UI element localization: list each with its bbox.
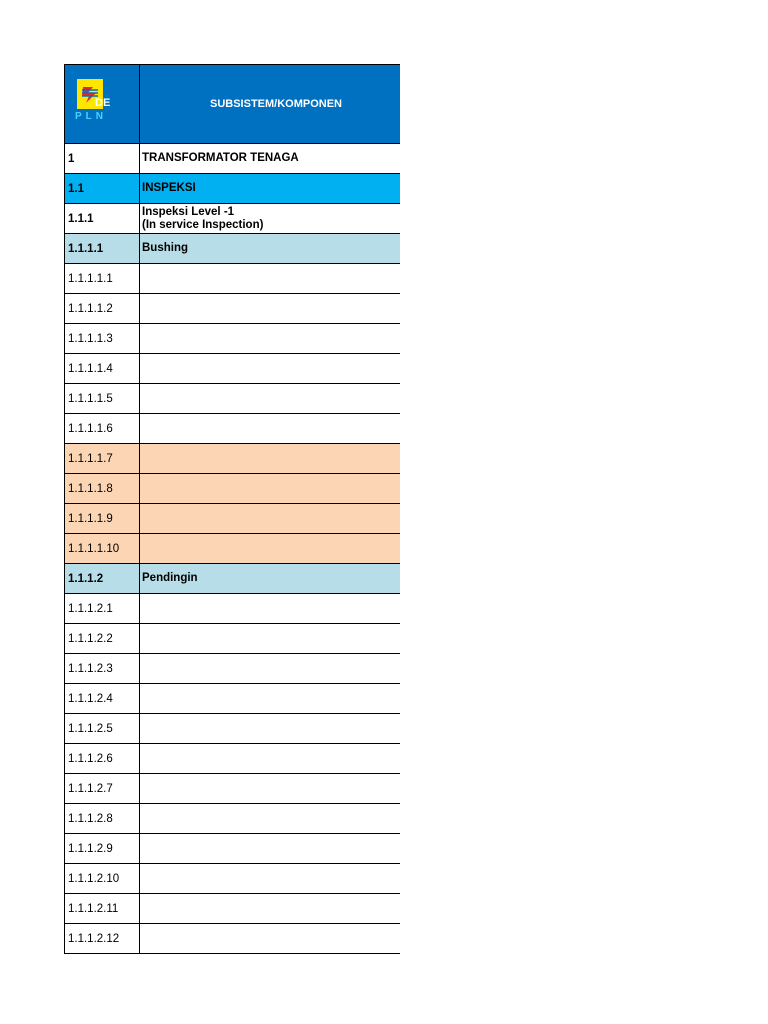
code-cell[interactable]: 1.1.1.1	[65, 234, 140, 263]
code-cell[interactable]: 1.1.1.1.9	[65, 504, 140, 533]
code-cell[interactable]: 1.1.1.1.8	[65, 474, 140, 503]
name-cell[interactable]	[140, 594, 400, 623]
name-cell[interactable]: Pendingin	[142, 572, 198, 584]
code-cell[interactable]: 1.1.1.2.10	[65, 864, 140, 893]
name-cell[interactable]	[140, 774, 400, 803]
code-cell[interactable]: 1.1.1.2.8	[65, 804, 140, 833]
logo-text: PLN	[75, 111, 107, 122]
table-row[interactable]	[65, 354, 400, 384]
code-cell[interactable]: 1.1.1.2.6	[65, 744, 140, 773]
table-row[interactable]	[65, 894, 400, 924]
table-header-row	[65, 64, 400, 144]
name-cell[interactable]	[140, 864, 400, 893]
name-cell[interactable]	[140, 414, 400, 443]
table-row[interactable]	[65, 534, 400, 564]
name-cell[interactable]: Bushing	[142, 242, 188, 254]
table-row[interactable]	[65, 684, 400, 714]
table-row[interactable]	[65, 834, 400, 864]
table-row[interactable]	[65, 624, 400, 654]
code-cell[interactable]: 1.1.1.1.10	[65, 534, 140, 563]
code-cell[interactable]: 1.1.1.1.3	[65, 324, 140, 353]
code-cell[interactable]: 1.1.1.1.2	[65, 294, 140, 323]
table-row[interactable]	[65, 444, 400, 474]
code-cell[interactable]: 1.1.1.2.9	[65, 834, 140, 863]
table-row[interactable]	[65, 744, 400, 774]
name-cell[interactable]	[140, 654, 400, 683]
code-cell[interactable]: 1.1.1.2.5	[65, 714, 140, 743]
table-row[interactable]	[65, 264, 400, 294]
table-row[interactable]	[65, 714, 400, 744]
name-line-2: (In service Inspection)	[142, 218, 264, 231]
table-row[interactable]	[65, 564, 400, 594]
name-cell[interactable]	[140, 204, 400, 233]
table-row[interactable]	[65, 204, 400, 234]
name-cell[interactable]	[140, 744, 400, 773]
table-row[interactable]	[65, 774, 400, 804]
code-cell[interactable]: 1.1.1.1.4	[65, 354, 140, 383]
table-row[interactable]	[65, 594, 400, 624]
name-cell[interactable]	[140, 294, 400, 323]
name-cell[interactable]	[140, 384, 400, 413]
header-subsystem-label: SUBSISTEM/KOMPONEN	[209, 98, 342, 110]
name-cell[interactable]	[140, 714, 400, 743]
code-cell[interactable]: 1.1.1.2.3	[65, 654, 140, 683]
name-cell[interactable]	[140, 264, 400, 293]
code-cell[interactable]: 1.1.1	[65, 204, 140, 233]
code-cell[interactable]: 1	[65, 144, 140, 173]
name-cell[interactable]	[140, 504, 400, 533]
name-cell[interactable]	[140, 924, 400, 953]
name-cell[interactable]: TRANSFORMATOR TENAGA	[142, 152, 299, 164]
header-subsystem-cell[interactable]	[140, 65, 400, 143]
code-cell[interactable]: 1.1.1.2.11	[65, 894, 140, 923]
code-cell[interactable]: 1.1.1.2.7	[65, 774, 140, 803]
name-cell[interactable]	[140, 684, 400, 713]
header-code-label: DE	[95, 97, 111, 109]
table-row[interactable]	[65, 384, 400, 414]
name-cell[interactable]	[140, 354, 400, 383]
code-cell[interactable]: 1.1.1.2.2	[65, 624, 140, 653]
table-row[interactable]	[65, 324, 400, 354]
code-cell[interactable]: 1.1	[65, 174, 140, 203]
name-cell[interactable]	[140, 804, 400, 833]
table-row[interactable]	[65, 924, 400, 954]
table-row[interactable]	[65, 474, 400, 504]
table-row[interactable]	[65, 144, 400, 174]
code-cell[interactable]: 1.1.1.1.7	[65, 444, 140, 473]
name-cell[interactable]	[140, 534, 400, 563]
code-cell[interactable]: 1.1.1.1.1	[65, 264, 140, 293]
spreadsheet-table	[64, 64, 400, 954]
name-cell[interactable]	[140, 474, 400, 503]
table-row[interactable]	[65, 864, 400, 894]
code-cell[interactable]: 1.1.1.2.1	[65, 594, 140, 623]
code-cell[interactable]: 1.1.1.1.6	[65, 414, 140, 443]
name-cell[interactable]	[140, 324, 400, 353]
code-cell[interactable]: 1.1.1.2.4	[65, 684, 140, 713]
name-line-1: Inspeksi Level -1	[142, 205, 235, 218]
table-row[interactable]	[65, 654, 400, 684]
table-row[interactable]	[65, 414, 400, 444]
header-code-cell[interactable]	[65, 65, 140, 143]
table-row[interactable]	[65, 294, 400, 324]
name-cell[interactable]	[140, 444, 400, 473]
name-cell[interactable]	[140, 624, 400, 653]
code-cell[interactable]: 1.1.1.1.5	[65, 384, 140, 413]
name-cell[interactable]	[140, 894, 400, 923]
table-row[interactable]	[65, 234, 400, 264]
code-cell[interactable]: 1.1.1.2	[65, 564, 140, 593]
table-row[interactable]	[65, 504, 400, 534]
name-cell[interactable]	[140, 834, 400, 863]
table-row[interactable]	[65, 804, 400, 834]
name-cell[interactable]: INSPEKSI	[142, 182, 196, 194]
table-row[interactable]	[65, 174, 400, 204]
code-cell[interactable]: 1.1.1.2.12	[65, 924, 140, 953]
